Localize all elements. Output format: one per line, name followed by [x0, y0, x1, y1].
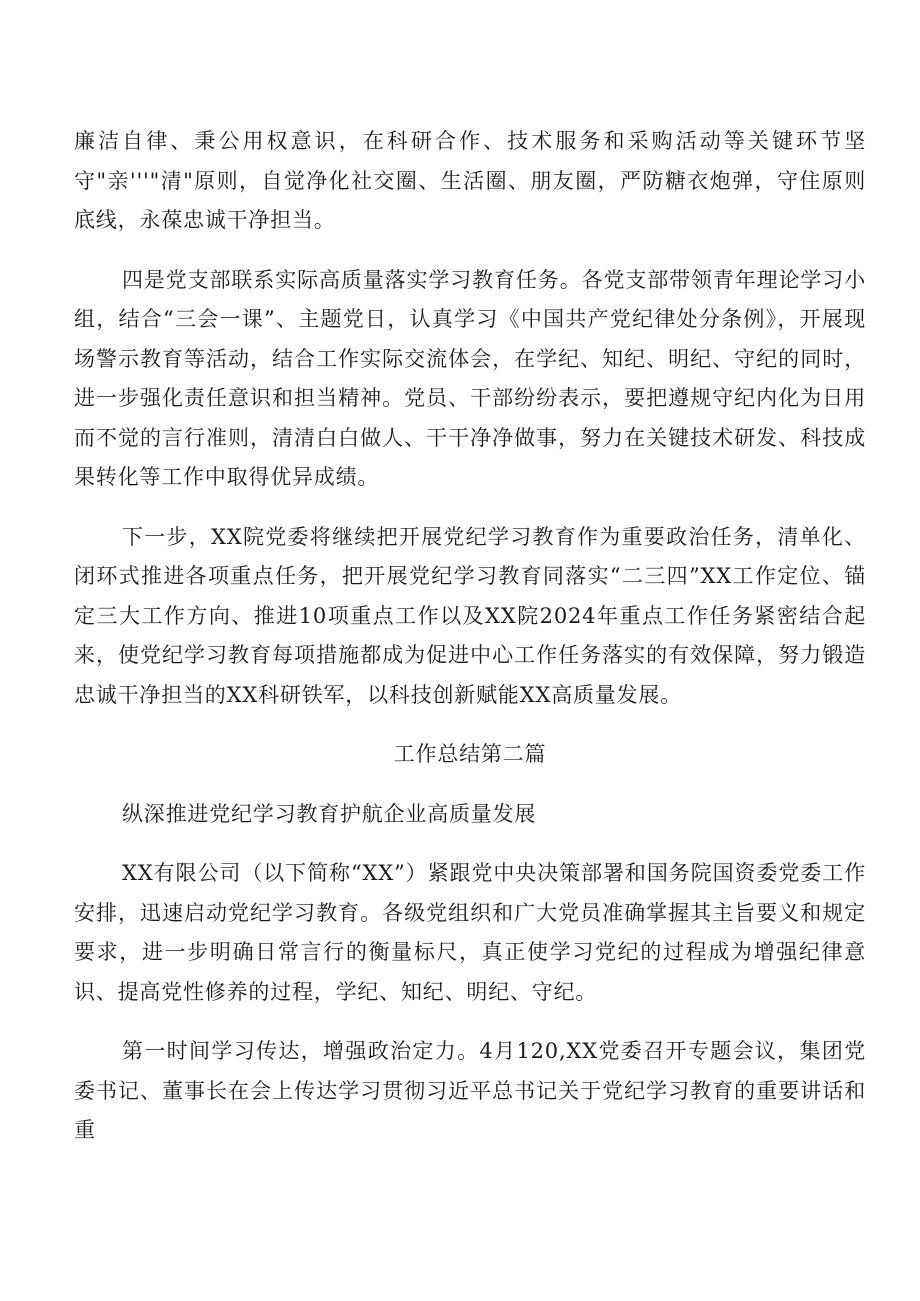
- paragraph-next-steps: 下一步，XX院党委将继续把开展党纪学习教育作为重要政治任务，清单化、闭环式推进各项重点任务，把开展党纪学习教育同落实“二三四”XX工作定位、锚定三大工作方向、推进10项重点工作以及XX院2024年重点工作任务紧密结合起来，使党纪学习教育每项措施都成为促进中心工作任务落实的有效保障，努力锻造忠诚干净担当的XX科研铁军，以科技创新赋能XX高质量发展。: [74, 524, 866, 707]
- article-title: 纵深推进党纪学习教育护航企业高质量发展: [122, 801, 537, 826]
- paragraph-first-study: 第一时间学习传达，增强政治定力。4月120,XX党委召开专题会议，集团党委书记、董事长在会上传达学习贯彻习近平总书记关于党纪学习教育的重要讲话和重: [74, 1039, 866, 1142]
- paragraph-integrity-principles: 廉洁自律、秉公用权意识，在科研合作、技术服务和采购活动等关键环节坚守"亲'''"清"原则，自觉净化社交圈、生活圈、朋友圈，严防糖衣炮弹，守住原则底线，永葆忠诚干净担当。: [74, 129, 866, 232]
- paragraph-party-branch-tasks: 四是党支部联系实际高质量落实学习教育任务。各党支部带领青年理论学习小组，结合“三会一课”、主题党日，认真学习《中国共产党纪律处分条例》，开展现场警示教育等活动，结合工作实际交流体会，在学纪、知纪、明纪、守纪的同时，进一步强化责任意识和担当精神。党员、干部纷纷表示，要把遵规守纪内化为日用而不觉的言行准则，清清白白做人、干干净净做事，努力在关键技术研发、科技成果转化等工作中取得优异成绩。: [74, 267, 866, 489]
- document-body: [74, 122, 866, 1151]
- paragraph-company-overview: XX有限公司（以下简称“XX”）紧跟党中央决策部署和国务院国资委党委工作安排，迅速启动党纪学习教育。各级党组织和广大党员准确掌握其主旨要义和规定要求，进一步明确日常言行的衡量标尺，真正使学习党纪的过程成为增强纪律意识、提高党性修养的过程，学纪、知纪、明纪、守纪。: [74, 861, 866, 1004]
- section-title: 工作总结第二篇: [393, 742, 547, 766]
